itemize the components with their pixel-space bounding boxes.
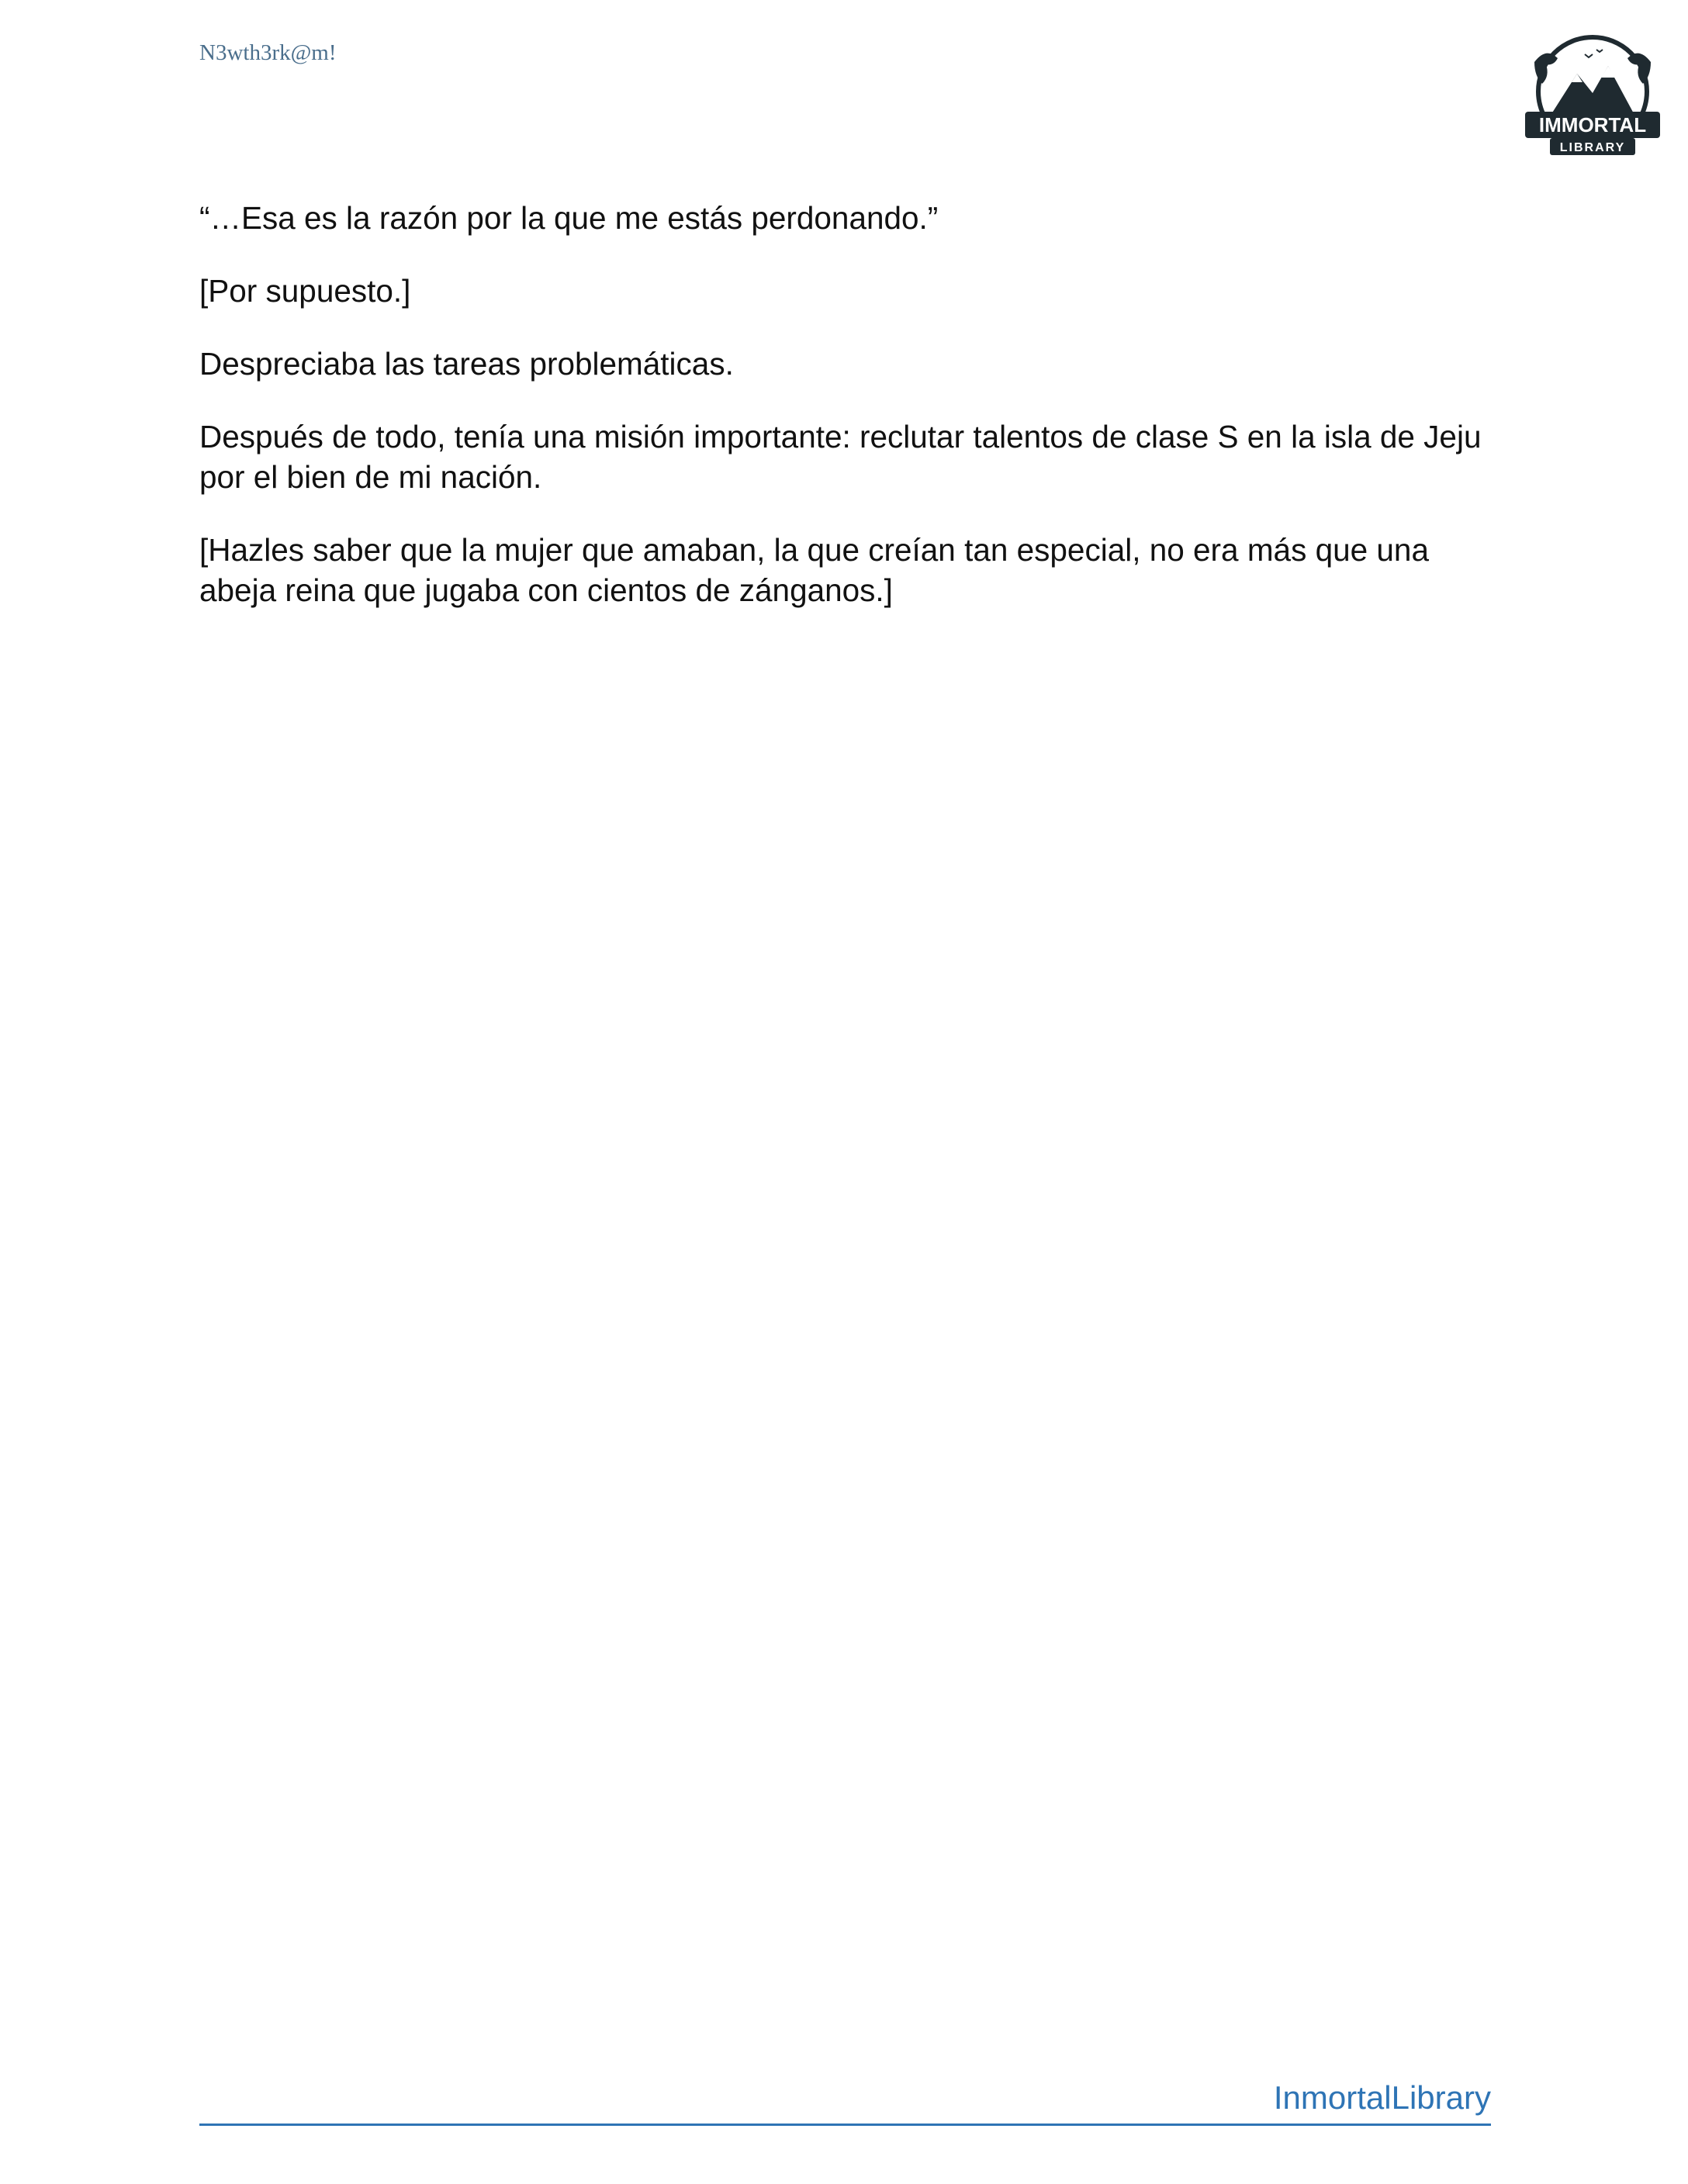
immortal-library-logo-icon (1519, 31, 1666, 163)
footer-link[interactable]: InmortalLibrary (1273, 2079, 1491, 2116)
paragraph-2: [Por supuesto.] (199, 273, 411, 309)
document-body (199, 198, 1503, 643)
header-watermark-text: N3wth3rk@m! (199, 40, 337, 65)
page-footer (199, 2079, 1491, 2126)
paragraph-1: “…Esa es la razón por la que me estás perdonando.” (199, 200, 939, 236)
logo-line1: IMMORTAL (1538, 113, 1647, 136)
logo-line2: LIBRARY (1559, 141, 1626, 154)
paragraph-3: Despreciaba las tareas problemáticas. (199, 346, 734, 382)
paragraph-4: Después de todo, tenía una misión importante: reclutar talentos de clase S en la isla de Jeju por el bien de mi nación. (199, 419, 1482, 495)
paragraph-5: [Hazles saber que la mujer que amaban, la que creían tan especial, no era más que una abeja reina que jugaba con cientos de zánganos.] (199, 532, 1429, 608)
